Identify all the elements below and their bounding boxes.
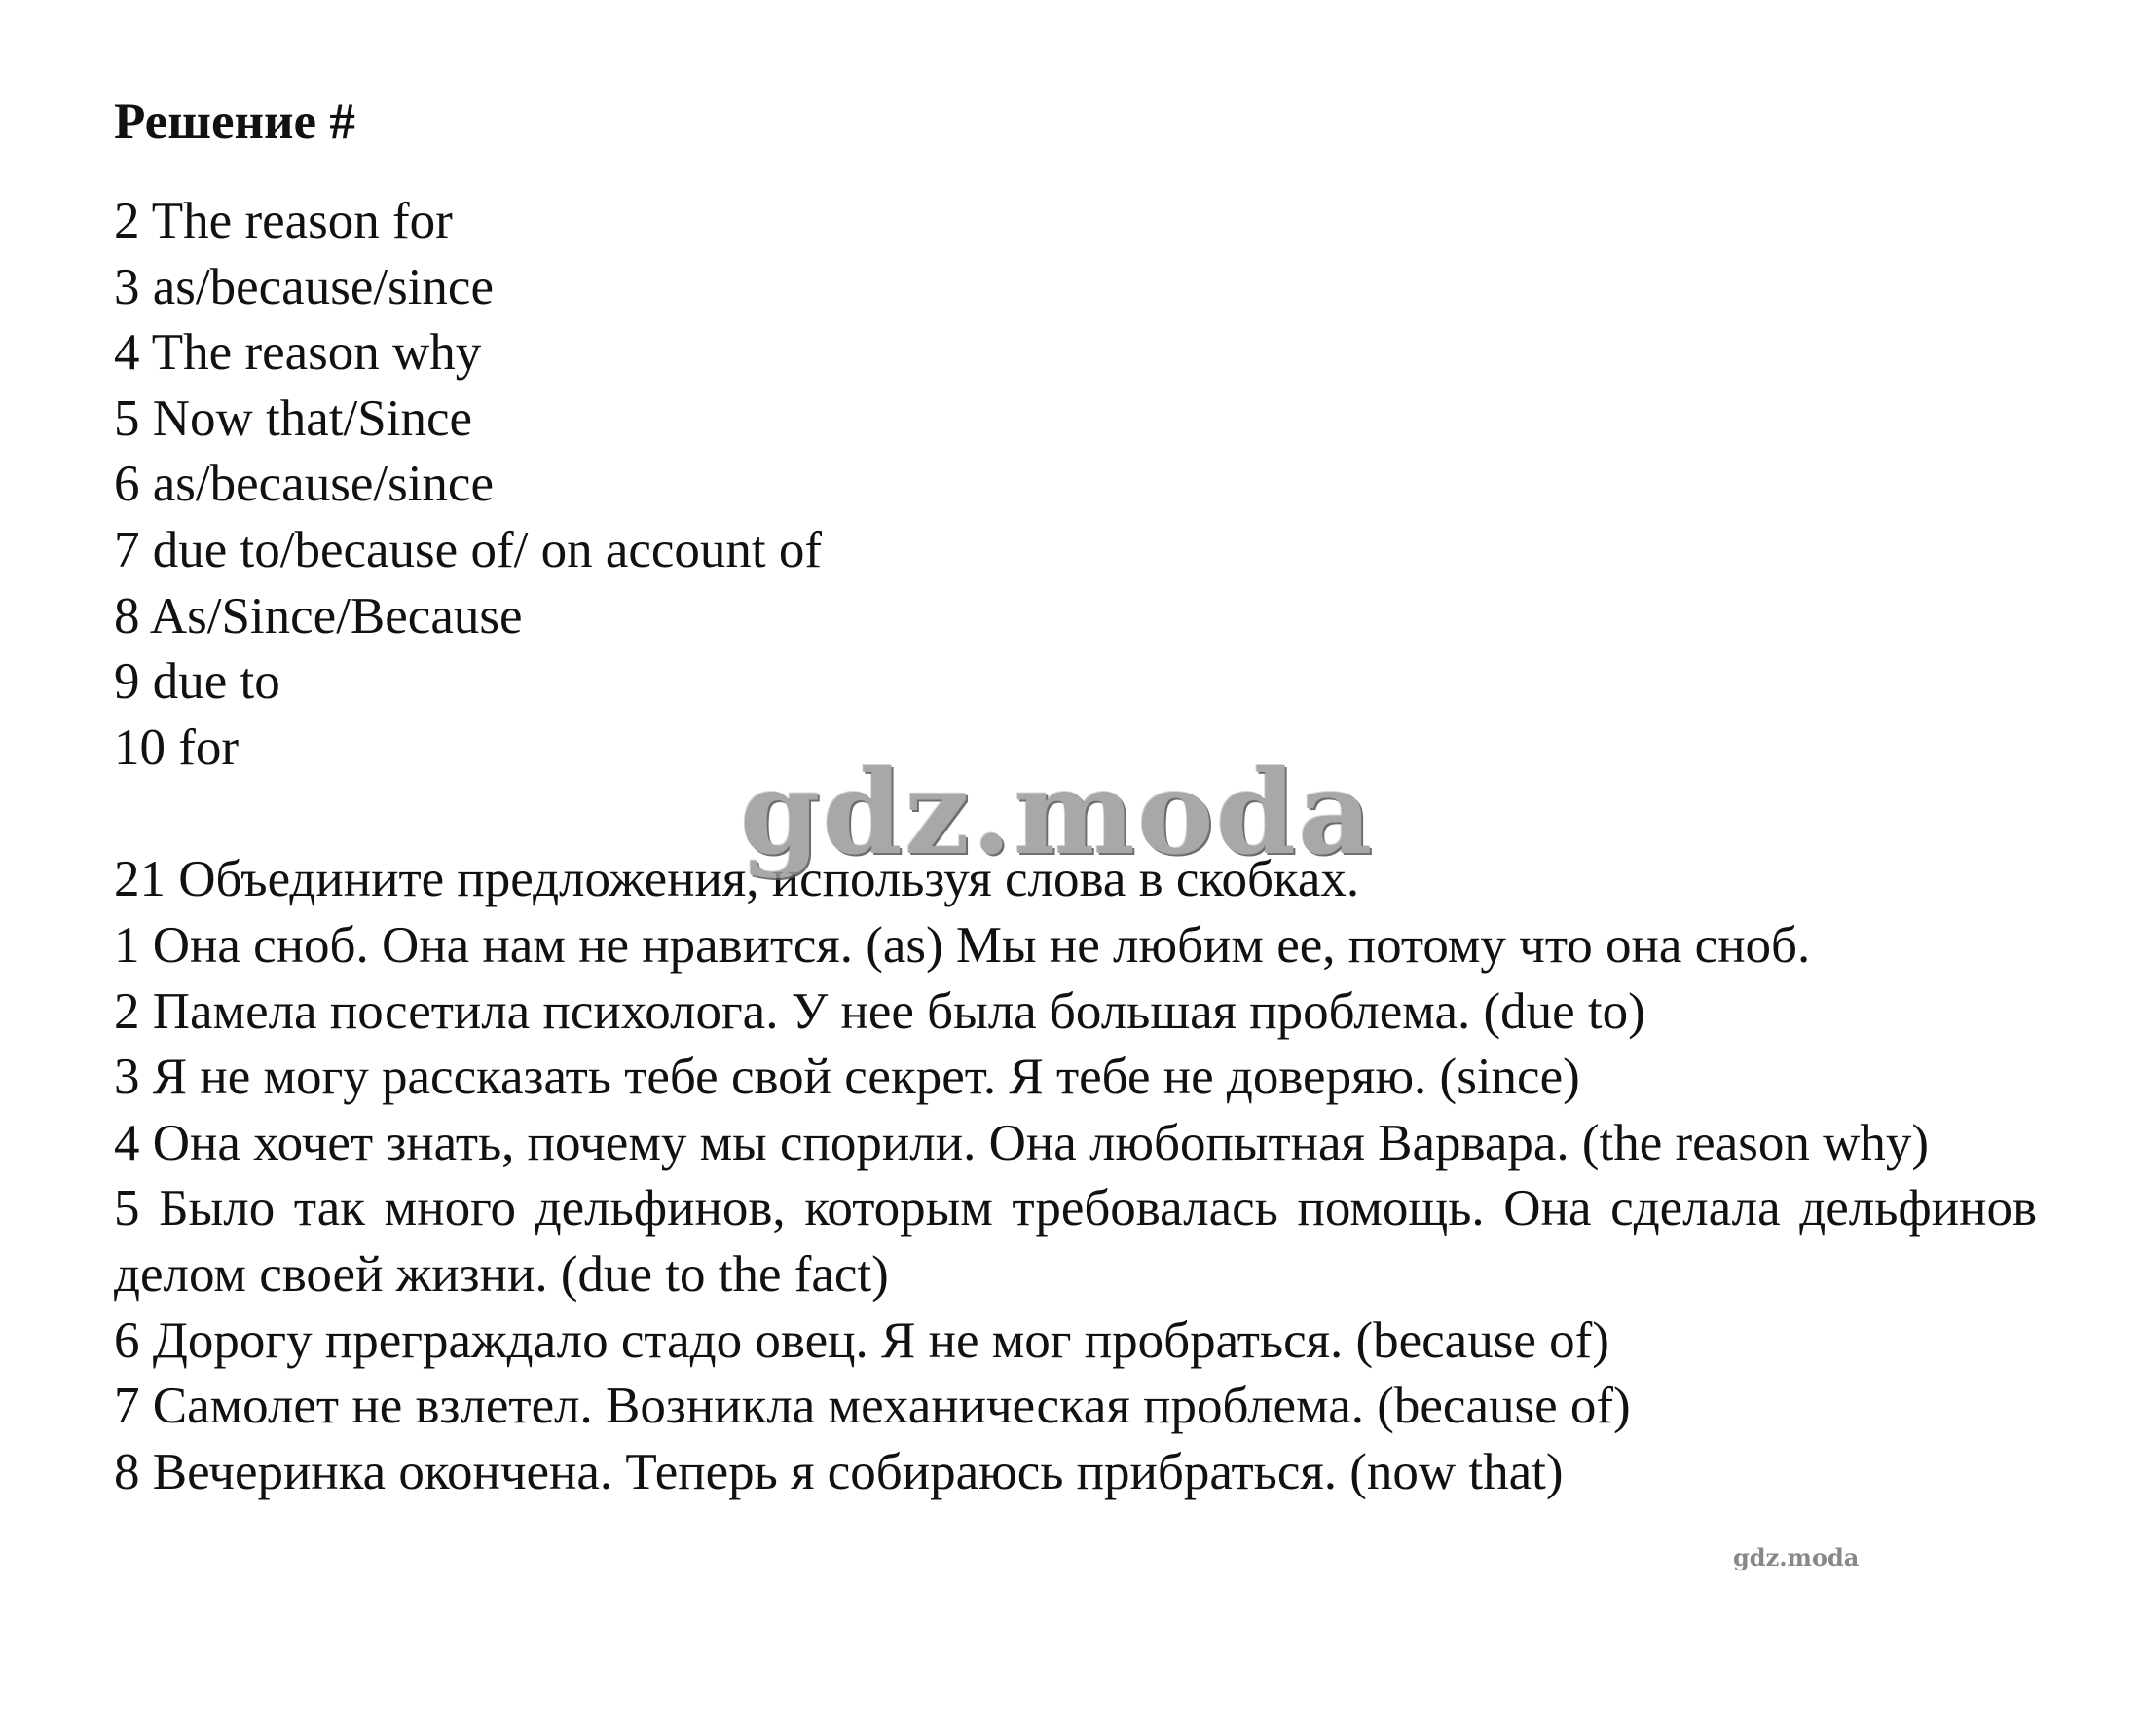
task-section xyxy=(114,847,2037,1505)
answer-line: 2 The reason for xyxy=(114,193,453,249)
task-item: 4 Она хочет знать, почему мы спорили. Она любопытная Варвара. (the reason why) xyxy=(114,1114,1930,1171)
answer-line: 9 due to xyxy=(114,653,280,711)
answer-line: 8 As/Since/Because xyxy=(114,587,523,645)
watermark-small: gdz.moda xyxy=(1733,1543,1860,1571)
answer-line: 6 as/because/since xyxy=(114,456,494,513)
section-spacer xyxy=(114,781,2037,847)
task-item: 5 Было так много дельфинов, которым требовалась помощь. Она сделала дельфинов делом своей жизни. (due to the fact) xyxy=(114,1180,2037,1303)
task-heading: 21 Объедините предложения, используя слова в скобках. xyxy=(114,851,1360,908)
answer-list xyxy=(114,189,2037,781)
answer-line: 5 Now that/Since xyxy=(114,389,472,447)
task-item: 3 Я не могу рассказать тебе свой секрет. Я тебе не доверяю. (since) xyxy=(114,1049,1580,1106)
task-item: 6 Дорогу преграждало стадо овец. Я не мог пробраться. (because of) xyxy=(114,1311,1609,1369)
task-item: 2 Памела посетила психолога. У нее была большая проблема. (due to) xyxy=(114,982,1645,1040)
answer-line: 10 for xyxy=(114,719,240,776)
answer-line: 4 The reason why xyxy=(114,324,482,382)
task-item: 8 Вечеринка окончена. Теперь я собираюсь прибраться. (now that) xyxy=(114,1443,1564,1500)
document-page xyxy=(114,90,2037,1505)
page-title: Решение # xyxy=(114,93,355,150)
task-item: 1 Она сноб. Она нам не нравится. (as) Мы не любим ее, потому что она сноб. xyxy=(114,916,1811,974)
answer-line: 3 as/because/since xyxy=(114,258,494,315)
task-item: 7 Самолет не взлетел. Возникла механическая проблема. (because of) xyxy=(114,1378,1631,1435)
answer-line: 7 due to/because of/ on account of xyxy=(114,521,823,578)
watermark-logo: gdz.moda xyxy=(740,745,1375,880)
